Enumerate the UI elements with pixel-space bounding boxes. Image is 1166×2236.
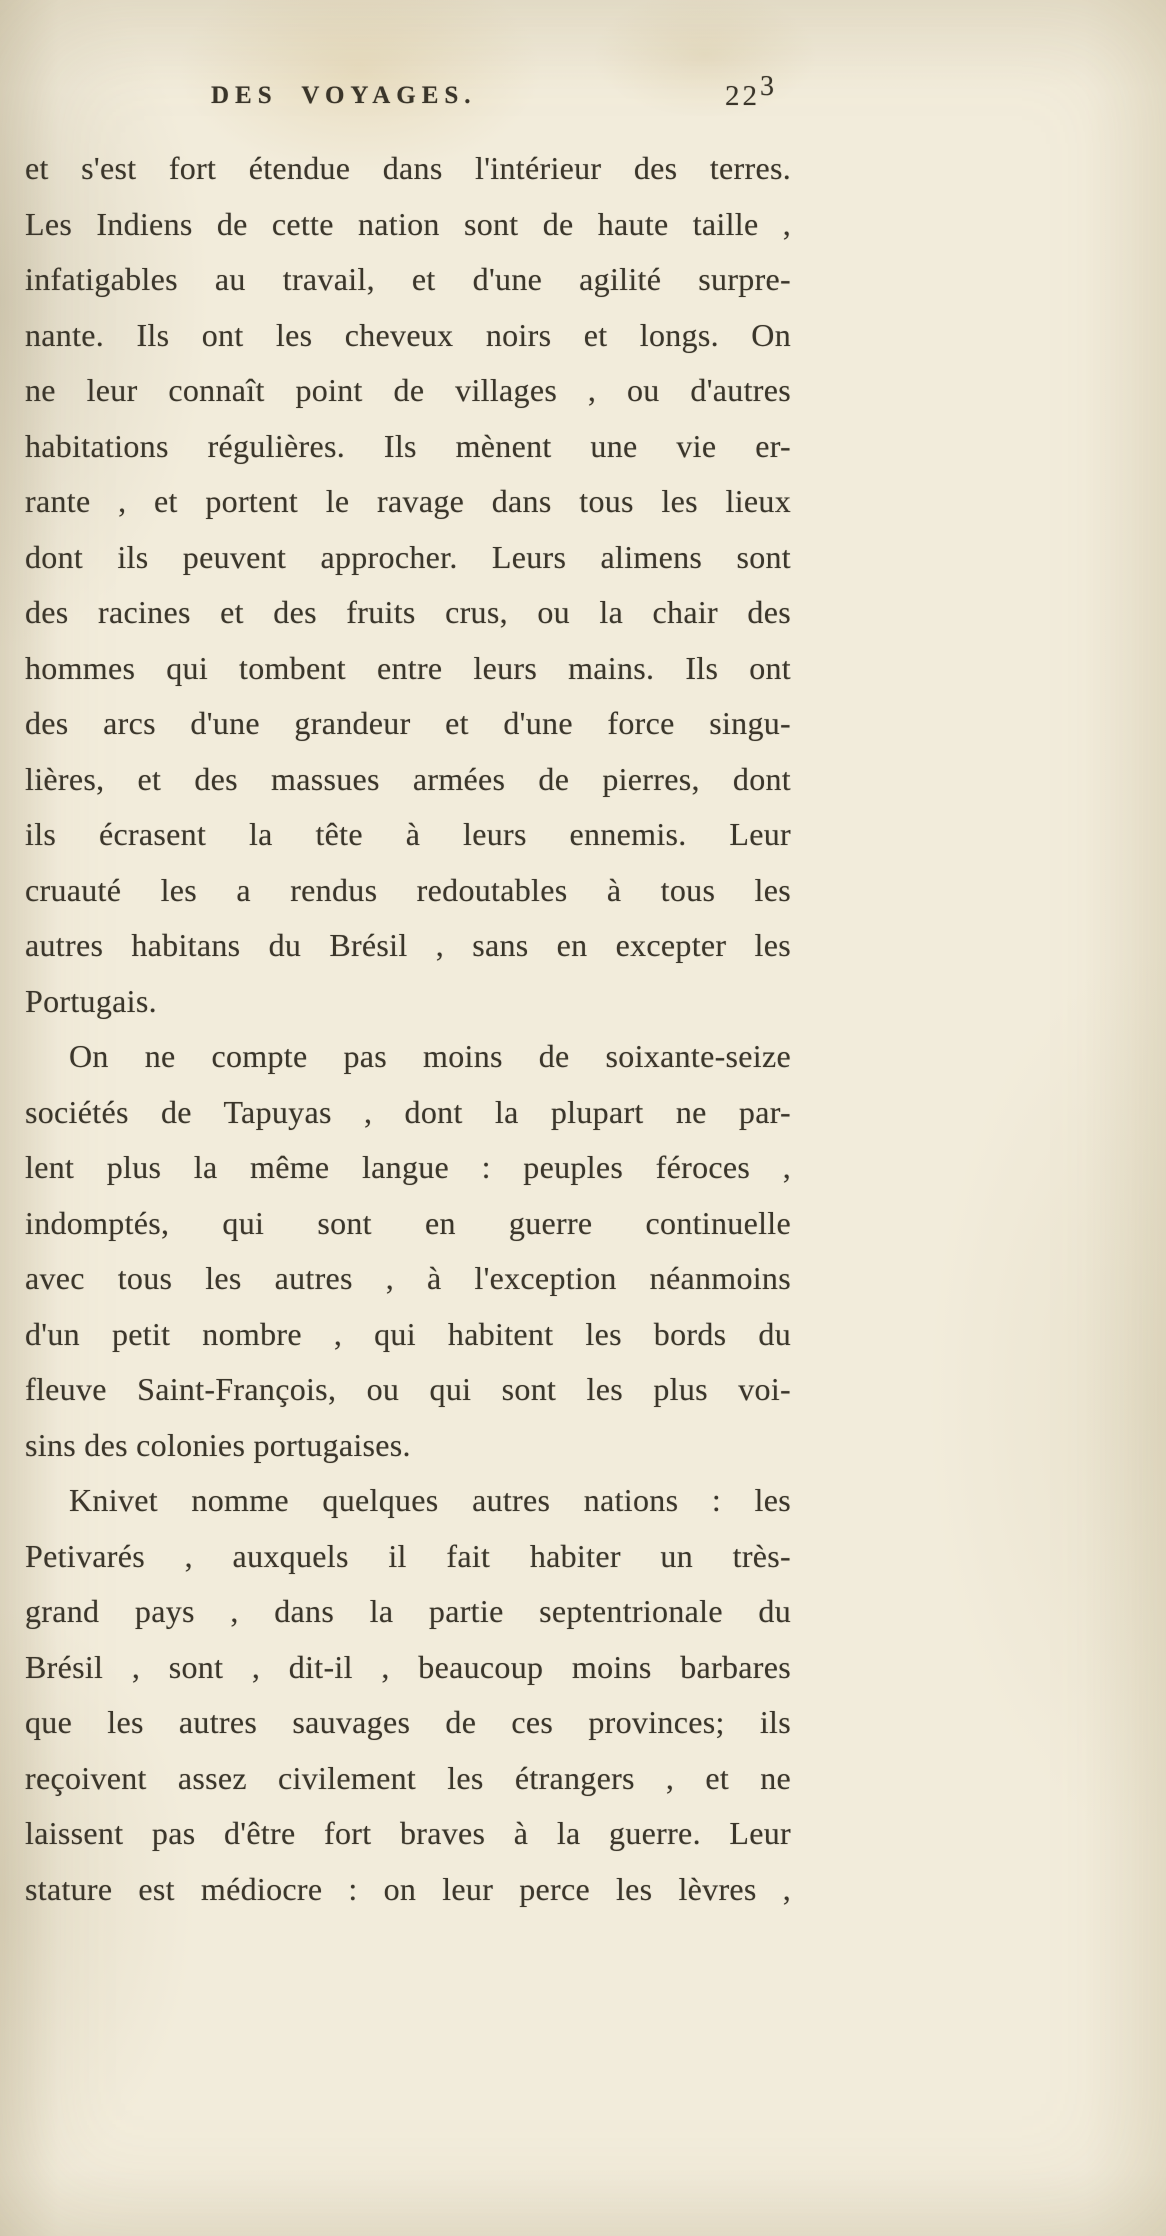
text-line: sins des colonies portugaises. <box>25 1426 411 1463</box>
text-line: laissent pas d'être fort braves à la guerre. Leur <box>25 1815 791 1851</box>
text-line: ils écrasent la tête à leurs ennemis. Leur <box>25 816 791 852</box>
running-title: DES VOYAGES. <box>211 82 477 109</box>
page-number <box>725 71 777 113</box>
text-line: avec tous les autres , à l'exception néanmoins <box>25 1260 791 1296</box>
text-line: Portugais. <box>25 982 157 1019</box>
text-line: lières, et des massues armées de pierres, dont <box>25 760 791 797</box>
text-line: stature est médiocre : on leur perce les lèvres , <box>25 1870 791 1907</box>
page-header <box>25 71 791 124</box>
text-line: fleuve Saint-François, ou qui sont les plus voi- <box>25 1371 791 1407</box>
text-line: ne leur connaît point de villages , ou d'autres <box>25 372 791 408</box>
text-line: grand pays , dans la partie septentrionale du <box>25 1593 791 1629</box>
page-number-main: 22 <box>725 80 760 112</box>
text-line: que les autres sauvages de ces provinces; ils <box>25 1704 791 1740</box>
text-line: Knivet nomme quelques autres nations : les <box>69 1482 791 1518</box>
text-line: Les Indiens de cette nation sont de haute taille , <box>25 205 791 242</box>
text-line: On ne compte pas moins de soixante-seize <box>69 1038 791 1074</box>
text-line: infatigables au travail, et d'une agilité surpre- <box>25 261 791 297</box>
text-line: hommes qui tombent entre leurs mains. Ils ont <box>25 649 791 686</box>
text-line: nante. Ils ont les cheveux noirs et longs. On <box>25 316 791 353</box>
text-line: dont ils peuvent approcher. Leurs alimens sont <box>25 538 791 575</box>
text-line: Petivarés , auxquels il fait habiter un très- <box>25 1537 791 1574</box>
text-line: indomptés, qui sont en guerre continuelle <box>25 1204 791 1241</box>
text-line: des racines et des fruits crus, ou la chair des <box>25 594 791 630</box>
text-line: autres habitans du Brésil , sans en excepter les <box>25 927 791 963</box>
page-number-sup: 3 <box>760 71 777 102</box>
text-line: reçoivent assez civilement les étrangers , et ne <box>25 1759 791 1796</box>
text-line: rante , et portent le ravage dans tous les lieux <box>25 483 791 519</box>
text-line: habitations régulières. Ils mènent une vie er- <box>25 427 791 464</box>
text-line: d'un petit nombre , qui habitent les bords du <box>25 1315 791 1352</box>
text-line: et s'est fort étendue dans l'intérieur des terres. <box>25 150 791 186</box>
text-line: des arcs d'une grandeur et d'une force singu- <box>25 705 791 741</box>
text-line: lent plus la même langue : peuples féroces , <box>25 1149 791 1185</box>
text-line: cruauté les a rendus redoutables à tous les <box>25 871 791 908</box>
text-line: Brésil , sont , dit-il , beaucoup moins barbares <box>25 1648 791 1685</box>
text-line: sociétés de Tapuyas , dont la plupart ne par- <box>25 1093 791 1130</box>
text-block <box>25 141 791 1917</box>
